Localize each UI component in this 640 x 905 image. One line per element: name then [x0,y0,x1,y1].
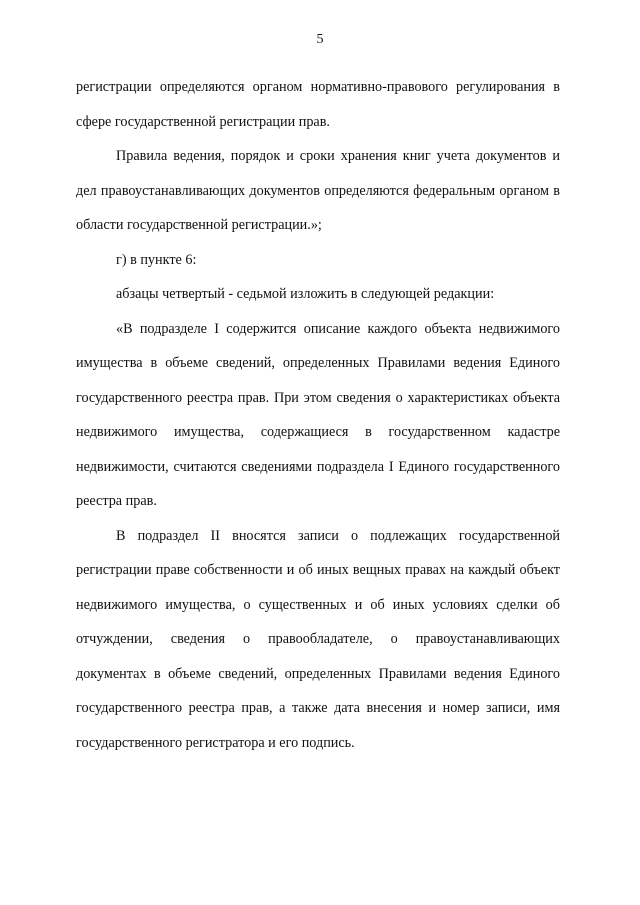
paragraph-6: В подраздел II вносятся записи о подлежащих государственной регистрации праве собственности и об иных вещных правах на каждый объект недвижимого имущества, о существенных и об иных условиях сделки об отчуждении, сведения о правообладателе, о правоустанавливающих документах в объеме сведений, определенных Правилами ведения Единого государственного реестра прав, а также дата внесения и номер записи, имя государственного регистратора и его подпись. [76,527,560,751]
document-body [76,70,560,760]
page-number: 5 [316,32,324,47]
paragraph-2: Правила ведения, порядок и сроки хранения книг учета документов и дел правоустанавливающих документов определяются федеральным органом в области государственной регистрации.»; [76,148,560,233]
paragraph-4: абзацы четвертый - седьмой изложить в следующей редакции: [116,286,495,302]
paragraph-3: г) в пункте 6: [116,251,197,268]
paragraph-1: регистрации определяются органом нормативно-правового регулирования в сфере государственной регистрации прав. [76,79,560,130]
paragraph-5: «В подразделе I содержится описание каждого объекта недвижимого имущества в объеме сведений, определенных Правилами ведения Единого государственного реестра прав. При этом сведения о характеристиках объекта недвижимого имущества, содержащиеся в государственном кадастре недвижимости, считаются сведениями подраздела I Единого государственного реестра прав. [76,320,560,509]
